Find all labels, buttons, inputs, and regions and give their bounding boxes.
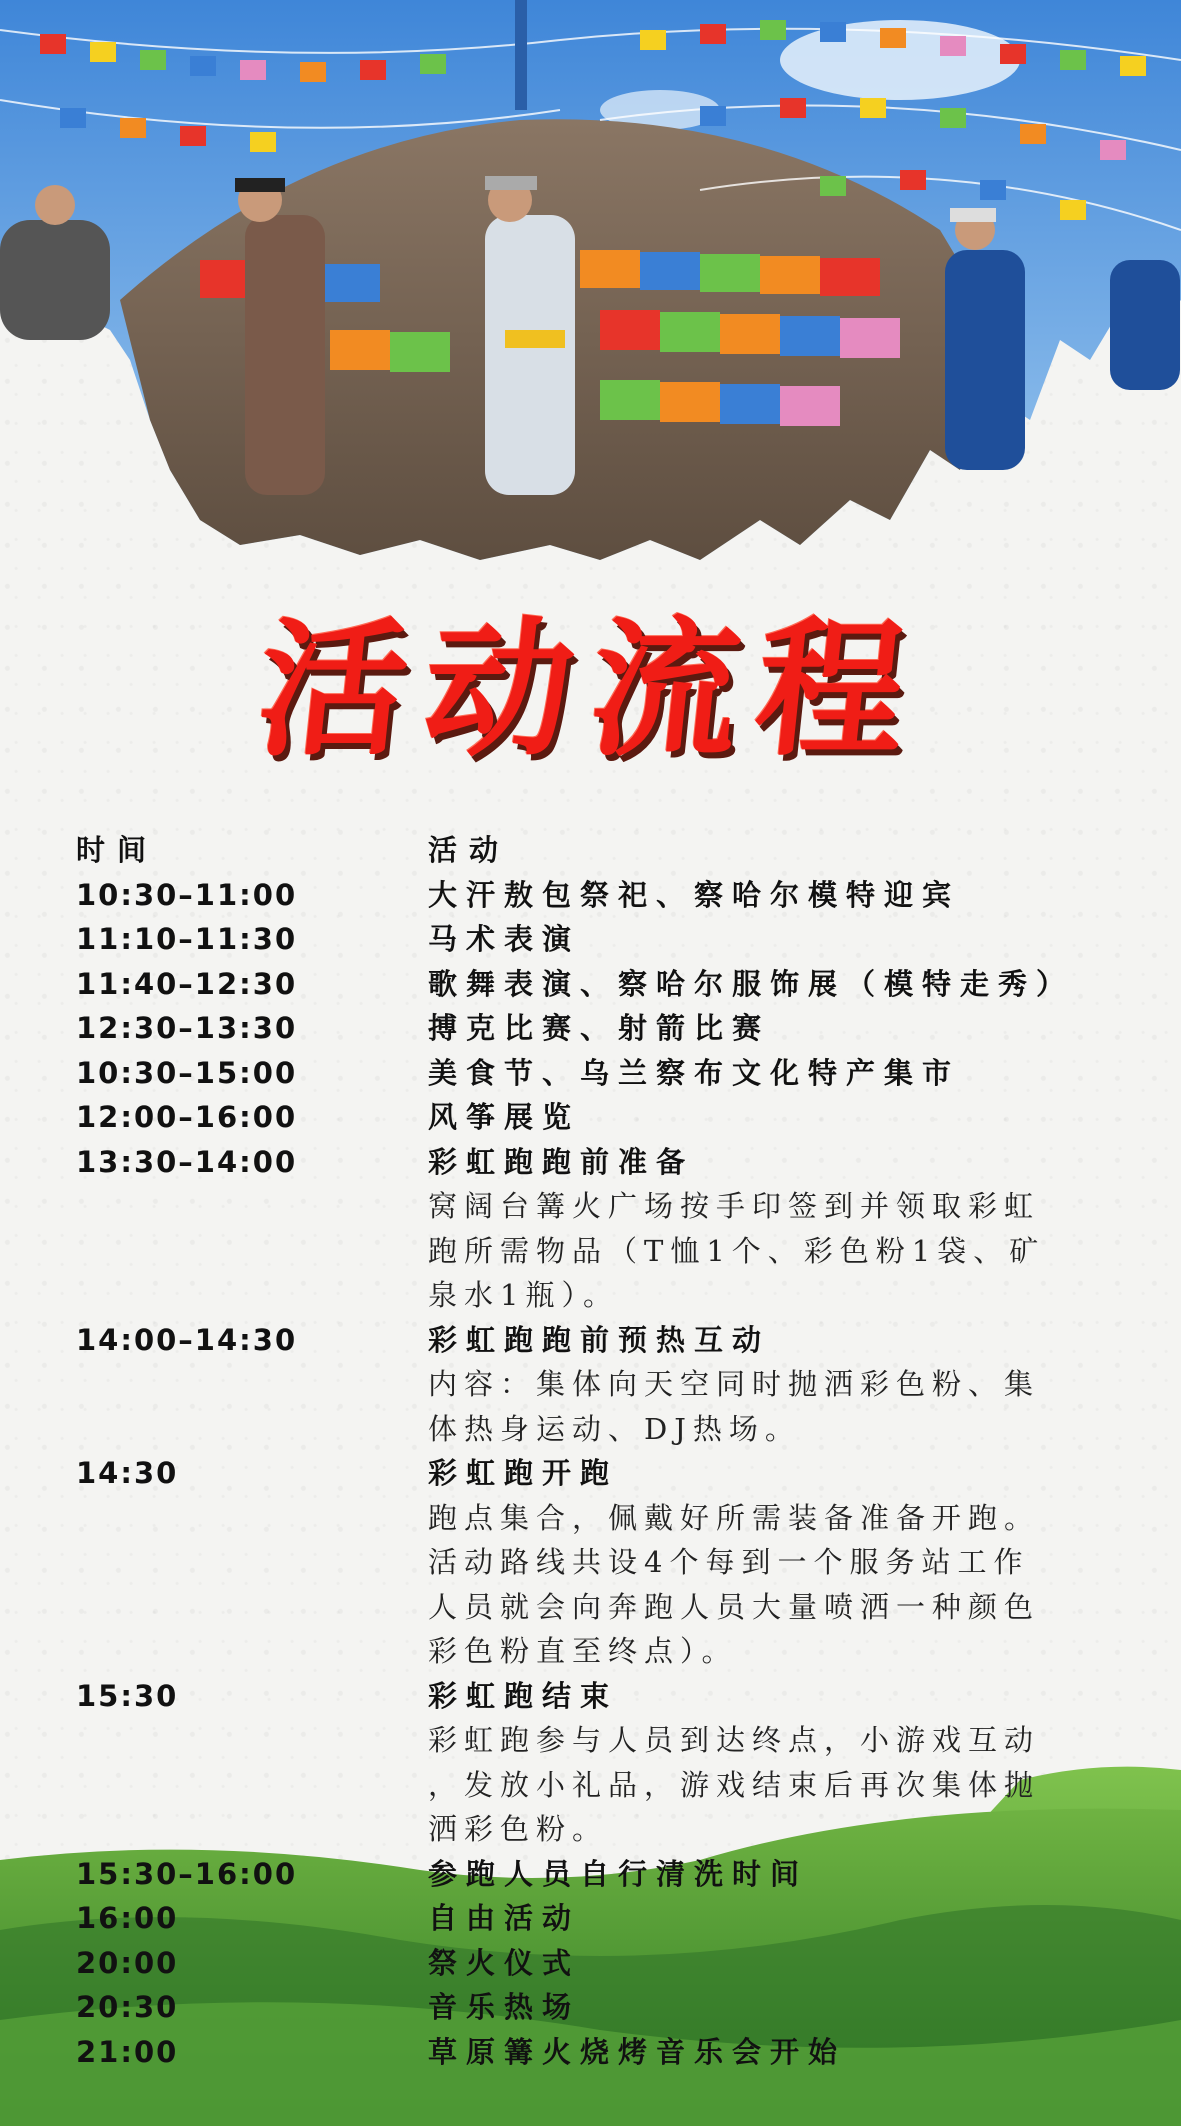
schedule-row [76, 2030, 1146, 2075]
schedule-row [76, 1674, 1146, 1852]
schedule-row [76, 1318, 1146, 1452]
schedule-activity: 搏克比赛、射箭比赛 [428, 1011, 771, 1045]
schedule-activity: 风筝展览 [428, 1100, 581, 1134]
schedule-time: 10:30–15:00 [76, 1055, 298, 1090]
schedule-row [76, 917, 1146, 962]
schedule-time: 14:00–14:30 [76, 1322, 298, 1357]
schedule-activity: 祭火仪式 [428, 1945, 581, 1980]
schedule-activity-cell [428, 1985, 1146, 2030]
description-line: 窝阔台篝火广场按手印签到并领取彩虹 [428, 1189, 1041, 1223]
description-line: 体热身运动、DJ热场。 [428, 1411, 801, 1446]
schedule-activity: 马术表演 [428, 922, 581, 956]
description-line: 彩色粉直至终点）。 [428, 1634, 738, 1668]
schedule-time: 15:30 [76, 1678, 179, 1713]
schedule-activity-description [428, 1362, 1118, 1451]
schedule-time: 14:30 [76, 1456, 179, 1490]
description-line: 跑所需物品（T恤1个、彩色粉1袋、矿 [428, 1233, 1046, 1268]
title-block [0, 600, 1181, 780]
schedule-activity-cell [428, 962, 1146, 1007]
schedule-time: 12:00–16:00 [76, 1100, 298, 1134]
schedule-time: 21:00 [76, 2034, 179, 2069]
schedule-activity: 参跑人员自行清洗时间 [428, 1856, 809, 1891]
schedule-activity-cell [428, 1318, 1146, 1452]
schedule-activity: 大汗敖包祭祀、察哈尔模特迎宾 [428, 877, 961, 912]
schedule-activity-description [428, 1718, 1118, 1852]
schedule-activity-cell [428, 1896, 1146, 1941]
schedule-activity: 音乐热场 [428, 1990, 581, 2024]
schedule-time: 11:10–11:30 [76, 922, 298, 956]
schedule-activity-description [428, 1496, 1118, 1674]
schedule-activity-cell [428, 2030, 1146, 2075]
schedule-row [76, 1896, 1146, 1941]
schedule-time: 16:00 [76, 1901, 179, 1935]
schedule-row [76, 1095, 1146, 1140]
description-line: 活动路线共设4个每到一个服务站工作 [428, 1545, 1030, 1579]
time-column-header: 时间 [76, 833, 159, 867]
schedule-activity: 美食节、乌兰察布文化特产集市 [428, 1055, 961, 1090]
description-line: 彩虹跑参与人员到达终点，小游戏互动 [428, 1723, 1041, 1757]
description-line: ，发放小礼品，游戏结束后再次集体抛 [428, 1767, 1041, 1802]
schedule-row [76, 1006, 1146, 1051]
schedule-activity-cell [428, 1051, 1146, 1096]
activity-column-header: 活动 [428, 833, 511, 867]
schedule-row [76, 1451, 1146, 1674]
schedule-activity: 彩虹跑跑前准备 [428, 1144, 695, 1179]
schedule-row [76, 873, 1146, 918]
schedule-activity-cell [428, 917, 1146, 962]
schedule-activity-cell [428, 1674, 1146, 1852]
schedule-time: 20:00 [76, 1945, 179, 1980]
schedule-time: 20:30 [76, 1990, 179, 2024]
schedule-activity-cell [428, 1095, 1146, 1140]
schedule-row [76, 962, 1146, 1007]
schedule-activity: 彩虹跑开跑 [428, 1456, 619, 1490]
schedule-activity: 歌舞表演、察哈尔服饰展（模特走秀） [428, 966, 1075, 1001]
description-line: 泉水1瓶）。 [428, 1278, 619, 1312]
schedule-header-row [76, 828, 1146, 873]
schedule-activity-cell [428, 1451, 1146, 1674]
schedule-activity-cell [428, 1140, 1146, 1318]
schedule-table [76, 828, 1146, 2074]
schedule-activity-cell [428, 1941, 1146, 1986]
page-title: 活动流程 [249, 604, 932, 776]
description-line: 洒彩色粉。 [428, 1812, 609, 1846]
schedule-row [76, 1140, 1146, 1318]
schedule-activity-cell [428, 1006, 1146, 1051]
schedule-row [76, 1941, 1146, 1986]
schedule-time: 10:30–11:00 [76, 877, 298, 912]
schedule-activity-cell [428, 873, 1146, 918]
schedule-time: 13:30–14:00 [76, 1144, 298, 1179]
description-line: 跑点集合，佩戴好所需装备准备开跑。 [428, 1500, 1041, 1535]
schedule-activity-description [428, 1184, 1118, 1318]
schedule-time: 11:40–12:30 [76, 966, 298, 1001]
schedule-activity-cell [428, 1852, 1146, 1897]
hero-photo [0, 0, 1181, 580]
schedule-row [76, 1051, 1146, 1096]
schedule-activity: 彩虹跑结束 [428, 1678, 619, 1713]
schedule-time: 15:30–16:00 [76, 1856, 298, 1891]
description-line: 内容：集体向天空同时抛洒彩色粉、集 [428, 1367, 1041, 1401]
schedule-row [76, 1985, 1146, 2030]
schedule-time: 12:30–13:30 [76, 1011, 298, 1045]
schedule-activity: 彩虹跑跑前预热互动 [428, 1322, 771, 1357]
schedule-row [76, 1852, 1146, 1897]
schedule-activity: 自由活动 [428, 1901, 581, 1935]
schedule-activity: 草原篝火烧烤音乐会开始 [428, 2034, 847, 2069]
description-line: 人员就会向奔跑人员大量喷洒一种颜色 [428, 1589, 1041, 1624]
